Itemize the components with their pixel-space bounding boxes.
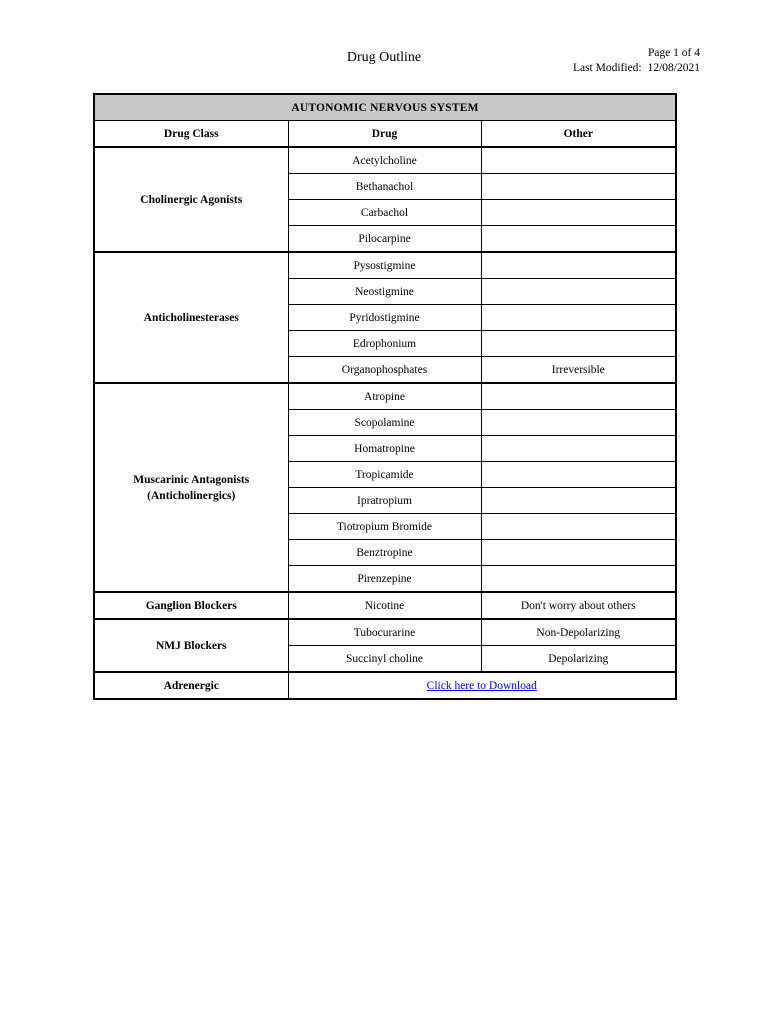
table-row-adrenergic (94, 672, 676, 699)
drug-cell: Neostigmine (288, 279, 481, 305)
drug-class-anticholinesterases (94, 252, 288, 383)
last-modified (573, 61, 700, 76)
drug-cell: Benztropine (288, 540, 481, 566)
drug-cell: Ipratropium (288, 488, 481, 514)
other-cell: Depolarizing (481, 646, 676, 673)
last-modified-date: 12/08/2021 (647, 62, 700, 74)
table-row (94, 592, 676, 619)
other-cell (481, 410, 676, 436)
other-cell (481, 540, 676, 566)
table-row (94, 147, 676, 174)
other-cell (481, 200, 676, 226)
drug-cell: Organophosphates (288, 357, 481, 384)
drug-outline-table (93, 93, 677, 700)
other-cell (481, 279, 676, 305)
drug-class-nmj-blockers (94, 619, 288, 672)
other-cell (481, 566, 676, 593)
other-cell (481, 462, 676, 488)
drug-cell: Pysostigmine (288, 252, 481, 279)
other-cell (481, 383, 676, 410)
drug-class-label: Muscarinic Antagonists (133, 473, 250, 486)
drug-cell: Tubocurarine (288, 619, 481, 646)
document-title: Drug Outline (346, 50, 422, 65)
drug-cell: Edrophonium (288, 331, 481, 357)
drug-class-cholinergic-agonists (94, 147, 288, 252)
other-cell (481, 488, 676, 514)
table-row (94, 252, 676, 279)
column-header-drug: Drug (288, 121, 481, 148)
drug-class-adrenergic: Adrenergic (94, 672, 288, 699)
download-cell (288, 672, 676, 699)
drug-cell: Bethanachol (288, 174, 481, 200)
drug-cell: Atropine (288, 383, 481, 410)
other-cell (481, 252, 676, 279)
drug-cell: Homatropine (288, 436, 481, 462)
drug-class-ganglion-blockers (94, 592, 288, 619)
table-row (94, 619, 676, 646)
other-cell (481, 514, 676, 540)
other-cell: Non-Depolarizing (481, 619, 676, 646)
table-banner: AUTONOMIC NERVOUS SYSTEM (94, 94, 676, 121)
drug-class-label: Anticholinesterases (143, 311, 239, 324)
table-body (94, 147, 676, 699)
drug-cell: Pyridostigmine (288, 305, 481, 331)
drug-cell: Pirenzepine (288, 566, 481, 593)
other-cell (481, 436, 676, 462)
page-number: Page 1 of 4 (647, 47, 700, 59)
column-header-other: Other (481, 121, 676, 148)
drug-cell: Acetylcholine (288, 147, 481, 174)
other-cell (481, 305, 676, 331)
other-cell: Irreversible (481, 357, 676, 384)
drug-cell: Nicotine (288, 592, 481, 619)
drug-cell: Scopolamine (288, 410, 481, 436)
drug-cell: Succinyl choline (288, 646, 481, 673)
other-cell: Don't worry about others (481, 592, 676, 619)
other-cell (481, 174, 676, 200)
other-cell (481, 226, 676, 253)
other-cell (481, 147, 676, 174)
column-header-drug-class: Drug Class (94, 121, 288, 148)
drug-cell: Tiotropium Bromide (288, 514, 481, 540)
other-cell (481, 331, 676, 357)
drug-class-label: NMJ Blockers (155, 639, 227, 652)
drug-class-label-line2: (Anticholinergics) (147, 489, 236, 502)
drug-cell: Tropicamide (288, 462, 481, 488)
drug-class-muscarinic-antagonists (94, 383, 288, 592)
drug-cell: Pilocarpine (288, 226, 481, 253)
drug-class-label: Ganglion Blockers (145, 599, 237, 612)
page-meta (573, 46, 700, 76)
drug-class-label: Cholinergic Agonists (140, 193, 243, 206)
table-row (94, 383, 676, 410)
download-link[interactable]: Click here to Download (426, 679, 537, 692)
last-modified-label: Last Modified: (572, 62, 642, 74)
drug-cell: Carbachol (288, 200, 481, 226)
